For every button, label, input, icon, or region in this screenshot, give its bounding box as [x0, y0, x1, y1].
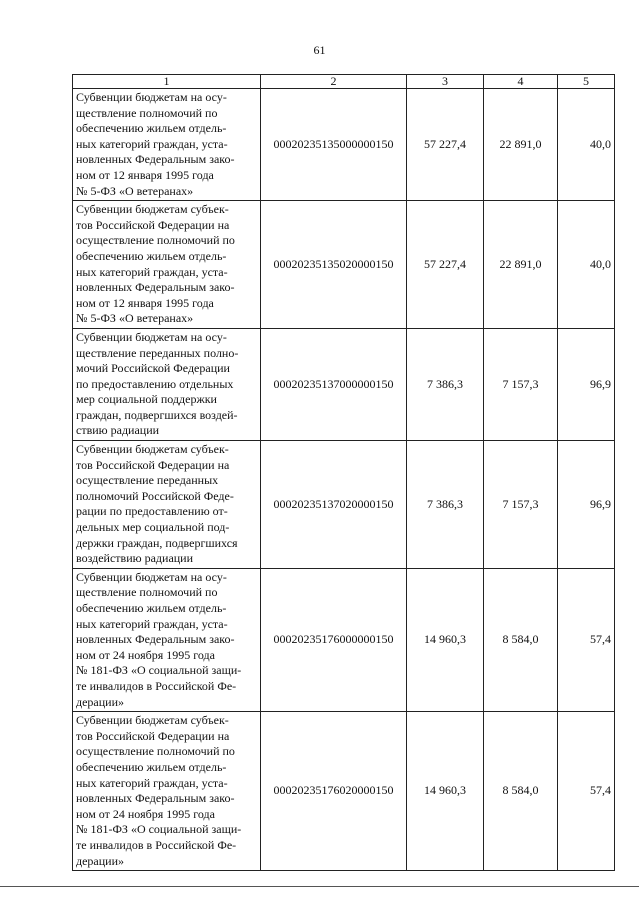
row-value-col5: 57,4 — [558, 712, 615, 871]
bottom-scan-edge — [0, 886, 639, 887]
row-description: Субвенции бюджетам субъек- тов Российской Федерации на осуществление полномочий по обеспечению жильем отдель- ных категорий граждан, уста- новленных Федеральным зако- ном от 24 ноября 1995 года № 181-ФЗ «О социальной защи- те инвалидов в Российской Фе- дерации» — [73, 712, 261, 871]
row-value-col5: 40,0 — [558, 201, 615, 329]
row-description: Субвенции бюджетам на осу- ществление полномочий по обеспечению жильем отдель- ных категорий граждан, уста- новленных Федеральным зако- ном от 12 января 1995 года № 5-ФЗ «О ветеранах» — [73, 89, 261, 201]
table-row — [73, 441, 615, 569]
table-row — [73, 568, 615, 711]
column-header-1: 1 — [73, 75, 261, 89]
row-description: Субвенции бюджетам на осу- ществление полномочий по обеспечению жильем отдель- ных категорий граждан, уста- новленных Федеральным зако- ном от 24 ноября 1995 года № 181-ФЗ «О социальной защи- те инвалидов в Российской Фе- дерации» — [73, 568, 261, 711]
row-value-col5: 96,9 — [558, 328, 615, 440]
row-value-col4: 8 584,0 — [484, 712, 558, 871]
row-budget-code: 00020235176000000150 — [261, 568, 407, 711]
row-value-col3: 57 227,4 — [407, 89, 484, 201]
table-row — [73, 328, 615, 440]
row-value-col3: 7 386,3 — [407, 328, 484, 440]
row-value-col4: 22 891,0 — [484, 201, 558, 329]
row-value-col3: 14 960,3 — [407, 712, 484, 871]
page-number: 61 — [313, 43, 326, 57]
row-value-col4: 22 891,0 — [484, 89, 558, 201]
row-value-col3: 14 960,3 — [407, 568, 484, 711]
row-description: Субвенции бюджетам субъек- тов Российской Федерации на осуществление переданных полномочий Российской Феде- рации по предоставлению от- дельных мер социальной под- держки граждан, подвергшихся воздействию радиации — [73, 441, 261, 569]
row-value-col5: 96,9 — [558, 441, 615, 569]
row-budget-code: 00020235135020000150 — [261, 201, 407, 329]
row-budget-code: 00020235176020000150 — [261, 712, 407, 871]
table-row — [73, 712, 615, 871]
row-value-col5: 57,4 — [558, 568, 615, 711]
row-description: Субвенции бюджетам субъек- тов Российской Федерации на осуществление полномочий по обеспечению жильем отдель- ных категорий граждан, уста- новленных Федеральным зако- ном от 12 января 1995 года № 5-ФЗ «О ветеранах» — [73, 201, 261, 329]
row-value-col4: 7 157,3 — [484, 441, 558, 569]
row-budget-code: 00020235135000000150 — [261, 89, 407, 201]
column-header-3: 3 — [407, 75, 484, 89]
budget-table — [72, 74, 615, 871]
row-description: Субвенции бюджетам на осу- ществление переданных полно- мочий Российской Федерации по предоставлению отдельных мер социальной поддержки граждан, подвергшихся воздей- ствию радиации — [73, 328, 261, 440]
table-header-row — [73, 75, 615, 89]
table-row — [73, 89, 615, 201]
column-header-5: 5 — [558, 75, 615, 89]
row-value-col5: 40,0 — [558, 89, 615, 201]
row-value-col3: 57 227,4 — [407, 201, 484, 329]
row-value-col4: 8 584,0 — [484, 568, 558, 711]
column-header-2: 2 — [261, 75, 407, 89]
table-row — [73, 201, 615, 329]
row-value-col3: 7 386,3 — [407, 441, 484, 569]
row-budget-code: 00020235137000000150 — [261, 328, 407, 440]
row-value-col4: 7 157,3 — [484, 328, 558, 440]
column-header-4: 4 — [484, 75, 558, 89]
row-budget-code: 00020235137020000150 — [261, 441, 407, 569]
